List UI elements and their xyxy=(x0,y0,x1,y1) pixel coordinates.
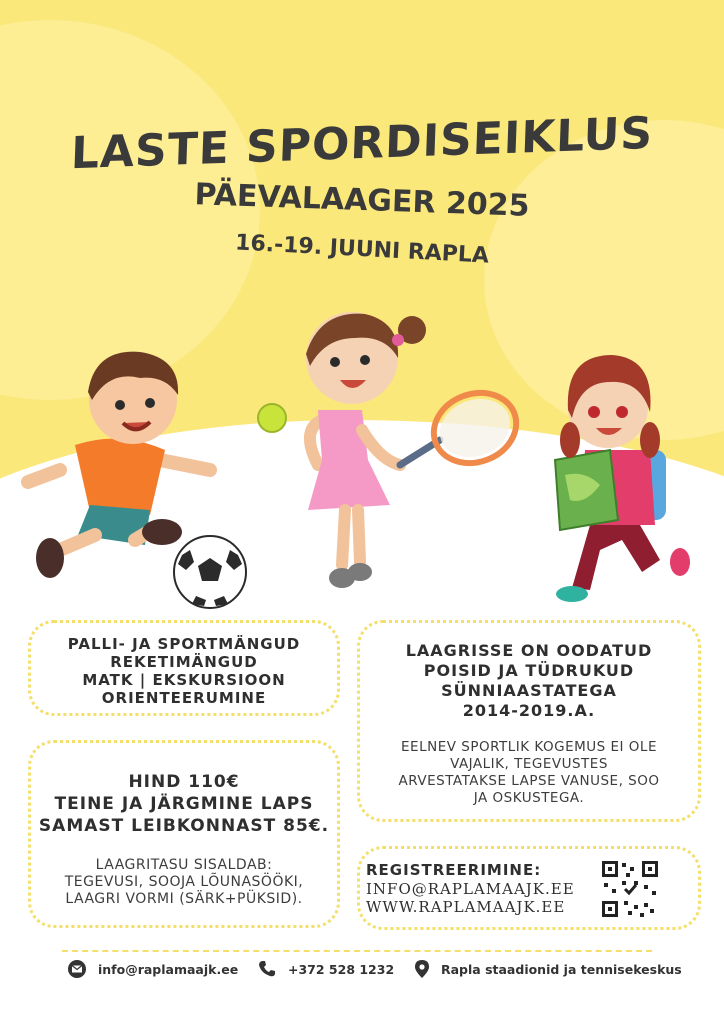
footer-location-text: Rapla staadionid ja tennisekeskus xyxy=(441,961,682,977)
price-card xyxy=(28,740,340,928)
price-includes xyxy=(31,857,337,908)
registration-website-link[interactable]: WWW.RAPLAMAAJK.EE xyxy=(366,898,566,916)
info-heading-line: POISID JA TÜDRUKUD xyxy=(423,661,635,680)
info-body-line: ARVESTATAKSE LAPSE VANUSE, SOO xyxy=(398,773,660,789)
activity-item: ORIENTEERUMINE xyxy=(101,689,267,707)
sibling-price-text: SAMAST LEIBKONNAST 85€. xyxy=(38,816,330,836)
includes-line: LAAGRITASU SISALDAB: xyxy=(95,857,273,873)
email-icon xyxy=(68,960,86,978)
info-heading-line: LAAGRISSE ON OODATUD xyxy=(405,641,653,660)
activity-item: MATK | EKSKURSIOON xyxy=(82,671,286,689)
includes-line: TEGEVUSI, SOOJA LÕUNASÖÖKI, xyxy=(64,874,304,890)
info-body xyxy=(360,739,698,807)
sibling-price-text: TEINE JA JÄRGMINE LAPS xyxy=(54,794,314,814)
info-body-line: EELNEV SPORTLIK KOGEMUS EI OLE xyxy=(401,739,657,755)
poster-subtitle: PÄEVALAAGER 2025 xyxy=(193,177,531,224)
footer-location[interactable] xyxy=(415,960,682,978)
qr-code-icon[interactable] xyxy=(600,859,660,919)
participants-info-card xyxy=(357,620,701,822)
registration-heading: REGISTREERIMINE: xyxy=(366,861,542,879)
footer-phone-text: +372 528 1232 xyxy=(288,961,395,977)
footer-email-text: info@raplamaajk.ee xyxy=(98,961,239,977)
footer-phone[interactable] xyxy=(258,960,394,978)
info-body-line: JA OSKUSTEGA. xyxy=(473,790,585,806)
info-heading-line: 2014-2019.A. xyxy=(462,701,596,720)
price-text: HIND 110€ xyxy=(128,772,240,792)
footer-divider xyxy=(62,950,652,952)
info-body-line: VAJALIK, TEGEVUSTES xyxy=(450,756,608,772)
girl-tennis-illustration xyxy=(258,312,526,588)
activities-card xyxy=(28,620,340,716)
girl-map-illustration xyxy=(555,355,690,602)
kids-sports-illustration xyxy=(0,300,724,620)
includes-line: LAAGRI VORMI (SÄRK+PÜKSID). xyxy=(65,891,303,907)
poster-title: LASTE SPORDISEIKLUS xyxy=(70,107,654,180)
activity-item: REKETIMÄNGUD xyxy=(110,653,258,671)
phone-icon xyxy=(258,960,276,978)
boy-soccer-illustration xyxy=(28,352,210,578)
activity-item: PALLI- JA SPORTMÄNGUD xyxy=(67,635,301,653)
football-illustration xyxy=(174,536,246,608)
footer-email[interactable] xyxy=(68,960,238,978)
poster-date-place: 16.-19. JUUNI RAPLA xyxy=(234,230,490,269)
registration-card xyxy=(357,846,701,930)
location-pin-icon xyxy=(415,960,429,978)
poster-header xyxy=(0,107,724,269)
footer-contacts xyxy=(0,960,724,986)
info-heading-line: SÜNNIAASTATEGA xyxy=(441,681,617,700)
registration-email-link[interactable]: INFO@RAPLAMAAJK.EE xyxy=(366,880,575,898)
